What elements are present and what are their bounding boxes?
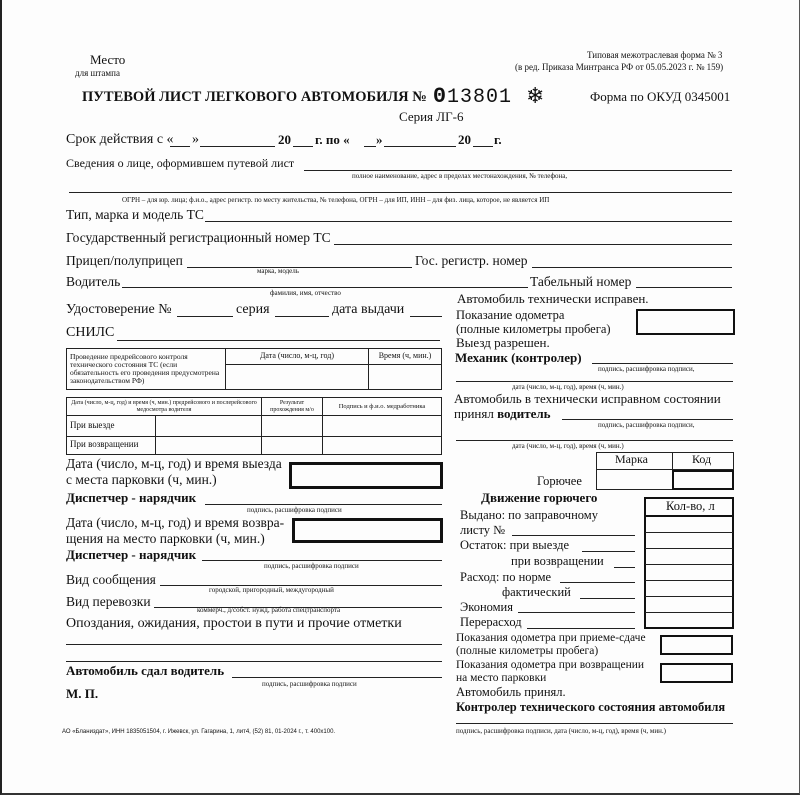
overuse-field[interactable] — [527, 628, 635, 629]
license-label: Удостоверение № — [66, 302, 172, 317]
car-accepted-label: Автомобиль принял. — [456, 685, 566, 699]
snowflake-icon: ❄ — [526, 84, 545, 109]
tech-control-table — [66, 348, 442, 390]
transport-type-hint: коммерч., д/собст. нужд, работа спецтранспорта — [197, 606, 341, 614]
snils-field[interactable] — [117, 340, 440, 341]
vehicle-type-label: Тип, марка и модель ТС — [66, 207, 204, 222]
mechanic-sign-hint: подпись, расшифровка подписи, — [598, 365, 695, 373]
controller-hint: подпись, расшифровка подписи, дата (число, м-ц, год), время (ч, мин.) — [456, 727, 666, 735]
economy-field[interactable] — [518, 612, 635, 613]
tab-number-field[interactable] — [636, 287, 732, 288]
fuel-col-code: Код — [692, 452, 712, 466]
vehicle-reg-field[interactable] — [334, 244, 732, 245]
fuel-qty-header: Кол-во, л — [666, 499, 715, 513]
return-label: Дата (число, м-ц, год) и время возвра- — [66, 515, 285, 530]
fuel-qty-remain-return-cell[interactable] — [645, 564, 733, 565]
odometer-handover-box[interactable] — [660, 635, 733, 655]
document-number-first: 0 — [432, 83, 448, 109]
odometer-label: Показание одометра — [456, 308, 565, 322]
issuer-field-2[interactable] — [69, 192, 732, 193]
remain-return-field[interactable] — [614, 567, 635, 568]
issued-sheet-field[interactable] — [512, 535, 635, 536]
printer-info: АО «Бланиздат», ИНН 1835051504, г. Ижевск, ул. Гагарина, 1, лит4, (52) 81, 01-2024 г., т. 400х100. — [62, 729, 336, 735]
validity-from-month-field[interactable] — [200, 146, 275, 147]
validity-to-label: г. по « — [315, 132, 350, 147]
issuer-label: Сведения о лице, оформившем путевой лист — [66, 156, 295, 170]
validity-to-day-field[interactable] — [364, 146, 376, 147]
accepted-label: Автомобиль в технически исправном состоянии — [454, 391, 721, 406]
remain-return-label: при возвращении — [511, 554, 604, 568]
validity-to-year-field[interactable] — [473, 146, 493, 147]
license-number-field[interactable] — [177, 316, 233, 317]
departure-dispatcher-sign-field[interactable] — [205, 504, 442, 505]
accepted-prefix: принял — [454, 406, 494, 421]
medical-col-sign: Подпись и ф.и.о. медработника — [323, 398, 442, 416]
medical-col-result: Результат прохождения м/о — [262, 398, 323, 416]
mechanic-label: Механик (контролер) — [455, 350, 582, 365]
delays-label: Опоздания, ожидания, простои в пути и прочие отметки — [66, 616, 402, 631]
vehicle-reg-label: Государственный регистрационный номер ТС — [66, 230, 331, 245]
accepted-driver-hint: подпись, расшифровка подписи, — [598, 421, 695, 429]
year-suffix: г. — [494, 132, 502, 147]
usage-fact-field[interactable] — [580, 598, 635, 599]
validity-from-year-field[interactable] — [293, 146, 313, 147]
accepted-datetime-field[interactable] — [456, 440, 733, 441]
form-amendment: (в ред. Приказа Минтранса РФ от 05.05.2023 г. № 159) — [515, 62, 724, 72]
medical-return-datetime-cell[interactable] — [156, 436, 262, 454]
trailer-field[interactable] — [187, 267, 412, 268]
fuel-qty-economy-cell[interactable] — [645, 612, 733, 613]
odometer-return-label-2: на место парковки — [456, 672, 547, 684]
medical-row-departure: При выезде — [67, 416, 156, 436]
return-datetime-box[interactable] — [292, 518, 443, 543]
return-sign-hint: подпись, расшифровка подписи — [264, 562, 359, 570]
document-number — [432, 83, 513, 109]
transport-type-label: Вид перевозки — [66, 594, 151, 609]
delays-field-1[interactable] — [66, 644, 442, 645]
accepted-label-2 — [454, 407, 551, 422]
issuer-hint-2: ОГРН – для юр. лица; ф.и.о., адрес регистр. по месту жительства, № телефона, ОГРН – для ИП, ИНН – для физ. лица, которое, не является ИП — [122, 196, 550, 204]
driver-label: Водитель — [66, 274, 121, 289]
year-prefix: 20 — [278, 132, 291, 147]
odometer-label-2: (полные километры пробега) — [456, 322, 611, 336]
tech-control-date-cell[interactable] — [226, 365, 369, 390]
controller-label: Контролер технического состояния автомобиля — [456, 700, 726, 714]
stamp-place-label: Место — [90, 52, 126, 67]
odometer-handover-label: Показания одометра при приеме-сдаче — [456, 632, 646, 644]
tech-ok-label: Автомобиль технически исправен. — [457, 291, 649, 306]
medical-return-sign-cell[interactable] — [323, 436, 442, 454]
accepted-driver-sign-field[interactable] — [562, 419, 733, 420]
return-dispatcher-label: Диспетчер - нарядчик — [66, 547, 197, 562]
license-date-field[interactable] — [410, 316, 442, 317]
document-number-rest: 13801 — [447, 85, 513, 109]
remain-departure-field[interactable] — [582, 551, 635, 552]
validity-from-day-field[interactable] — [170, 146, 190, 147]
message-type-hint: городской, пригородный, междугородный — [209, 586, 334, 594]
license-date-label: дата выдачи — [332, 302, 405, 317]
odometer-return-box[interactable] — [660, 663, 733, 683]
medical-departure-sign-cell[interactable] — [323, 416, 442, 436]
usage-fact-label: фактический — [502, 585, 571, 599]
document-title: ПУТЕВОЙ ЛИСТ ЛЕГКОВОГО АВТОМОБИЛЯ № — [82, 89, 427, 105]
quote: » — [376, 132, 383, 147]
handed-over-hint: подпись, расшифровка подписи — [262, 680, 357, 688]
tech-control-col-date: Дата (число, м-ц, год) — [226, 349, 369, 365]
tech-control-col-time: Время (ч, мин.) — [369, 349, 442, 365]
departure-label: Дата (число, м-ц, год) и время выезда — [66, 456, 282, 471]
medical-table — [66, 397, 442, 455]
trailer-label: Прицеп/полуприцеп — [66, 253, 183, 268]
departure-label-2: с места парковки (ч, мин.) — [66, 472, 217, 487]
fuel-code-cell[interactable] — [672, 470, 734, 490]
message-type-label: Вид сообщения — [66, 572, 156, 587]
fuel-movement-label: Движение горючего — [481, 490, 598, 505]
medical-col-datetime: Дата (число, м-ц, год) и время (ч, мин.) предрейсового и послерейсового медосмотра водителя — [67, 398, 262, 416]
trailer-reg-label: Гос. регистр. номер — [415, 253, 528, 268]
odometer-box[interactable] — [636, 309, 735, 335]
departure-sign-hint: подпись, расшифровка подписи — [247, 506, 342, 514]
trailer-reg-field[interactable] — [532, 267, 732, 268]
remain-departure-label: Остаток: при выезде — [460, 538, 570, 552]
snils-label: СНИЛС — [66, 325, 115, 340]
accepted-datetime-hint: дата (число, м-ц, год), время (ч, мин.) — [512, 442, 624, 450]
license-series-field[interactable] — [275, 316, 329, 317]
return-dispatcher-sign-field[interactable] — [202, 560, 442, 561]
departure-dispatcher-label: Диспетчер - нарядчик — [66, 490, 197, 505]
accepted-driver: водитель — [497, 406, 551, 421]
fuel-qty-header-divider — [644, 515, 734, 517]
departure-datetime-box[interactable] — [289, 462, 443, 489]
tab-number-label: Табельный номер — [530, 274, 632, 289]
quote: » — [192, 132, 199, 147]
medical-row-return: При возвращении — [67, 436, 156, 454]
mechanic-datetime-hint: дата (число, м-ц, год), время (ч, мин.) — [512, 383, 624, 391]
series: Серия ЛГ-6 — [399, 109, 464, 124]
stamp-place-sublabel: для штампа — [75, 68, 120, 78]
okud-code: Форма по ОКУД 0345001 — [590, 89, 731, 104]
fuel-col-brand: Марка — [615, 452, 648, 466]
validity-to-month-field[interactable] — [384, 146, 456, 147]
issuer-field[interactable] — [304, 170, 732, 171]
controller-sign-field[interactable] — [456, 723, 733, 724]
issued-label: Выдано: по заправочному — [460, 508, 598, 522]
fuel-qty-usage-norm-cell[interactable] — [645, 580, 733, 581]
mechanic-sign-field[interactable] — [592, 363, 733, 364]
validity-from-label: Срок действия с « — [66, 132, 174, 147]
fuel-qty-issued-cell[interactable] — [645, 532, 733, 533]
odometer-handover-label-2: (полные километры пробега) — [456, 645, 599, 657]
issued-label-2: листу № — [460, 523, 506, 537]
odometer-return-label: Показания одометра при возвращении — [456, 659, 645, 671]
medical-departure-datetime-cell[interactable] — [156, 416, 262, 436]
return-label-2: щения на место парковки (ч, мин.) — [66, 531, 265, 546]
tech-control-row-label: Проведение предрейсового контроля технического состояния ТС (если обязательность его проведения предусмотрена законодательством РФ) — [67, 349, 226, 390]
fuel-brand-cell[interactable] — [597, 470, 672, 489]
handed-over-sign-field[interactable] — [232, 677, 442, 678]
fuel-label: Горючее — [537, 474, 582, 488]
usage-norm-label: Расход: по норме — [460, 570, 552, 584]
usage-norm-field[interactable] — [560, 582, 635, 583]
departure-allowed-label: Выезд разрешен. — [456, 335, 550, 350]
economy-label: Экономия — [460, 600, 513, 614]
fuel-qty-usage-fact-cell[interactable] — [645, 596, 733, 597]
driver-field[interactable] — [122, 287, 528, 288]
delays-field-2[interactable] — [66, 661, 442, 662]
stamp-mark: М. П. — [66, 686, 99, 701]
mechanic-datetime-field[interactable] — [456, 381, 733, 382]
medical-return-result-cell[interactable] — [262, 436, 323, 454]
medical-departure-result-cell[interactable] — [262, 416, 323, 436]
vehicle-type-field[interactable] — [205, 221, 732, 222]
fuel-qty-remain-departure-cell[interactable] — [645, 548, 733, 549]
title-row — [82, 83, 545, 109]
overuse-label: Перерасход — [460, 615, 522, 629]
handed-over-label: Автомобиль сдал водитель — [66, 663, 225, 678]
form-type: Типовая межотраслевая форма № 3 — [587, 50, 723, 60]
year-prefix: 20 — [458, 132, 471, 147]
trailer-hint: марка, модель — [257, 267, 299, 275]
tech-control-time-cell[interactable] — [369, 365, 442, 390]
issuer-hint: полное наименование, адрес в пределах местонахождения, № телефона, — [352, 172, 568, 180]
license-series-label: серия — [236, 302, 270, 317]
driver-hint: фамилия, имя, отчество — [270, 289, 341, 297]
